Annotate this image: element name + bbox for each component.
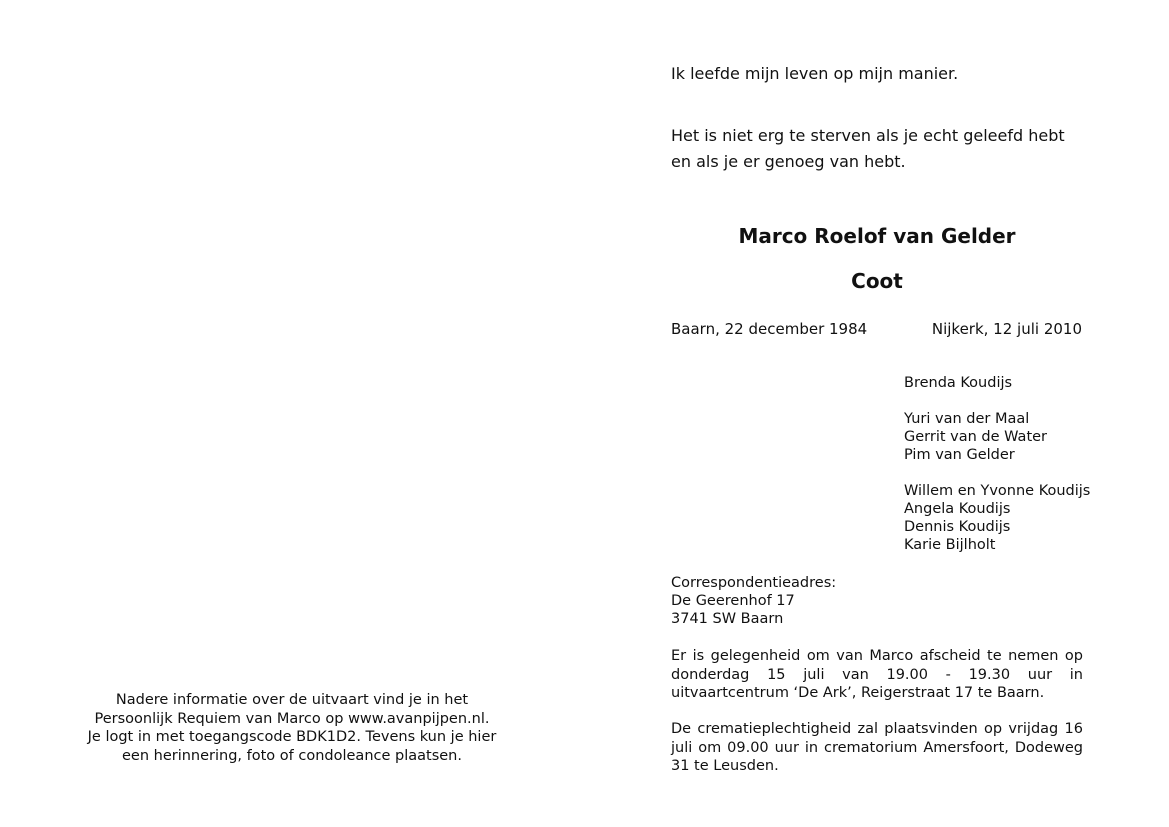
address-street: De Geerenhof 17 <box>671 593 795 609</box>
farewell-paragraph: Er is gelegenheid om van Marco afscheid te nemen op donderdag 15 juli van 19.00 - 19.30 uur in uitvaartcentrum ‘De Ark’, Reigerstraat 17 te Baarn. <box>671 648 1083 701</box>
family-list <box>904 374 1090 572</box>
family-member: Willem en Yvonne Koudijs <box>904 483 1091 499</box>
cremation-paragraph: De crematieplechtigheid zal plaatsvinden op vrijdag 16 juli om 09.00 uur in crematorium Amersfoort, Dodeweg 31 te Leusden. <box>671 721 1083 774</box>
birth-place-date: Baarn, 22 december 1984 <box>671 320 868 338</box>
family-group <box>904 482 1090 554</box>
family-member: Brenda Koudijs <box>904 375 1013 391</box>
info-line: Je logt in met toegangscode BDK1D2. Tevens kun je hier <box>87 729 497 745</box>
family-member: Gerrit van de Water <box>904 429 1048 445</box>
info-line: een herinnering, foto of condoleance plaatsen. <box>122 747 462 764</box>
family-group <box>904 374 1090 392</box>
deceased-nickname: Coot <box>851 269 903 293</box>
family-member: Yuri van der Maal <box>904 411 1030 427</box>
family-member: Angela Koudijs <box>904 501 1011 517</box>
quote-paragraph <box>671 123 1065 175</box>
family-group <box>904 410 1090 464</box>
requiem-info <box>60 691 524 765</box>
quote-line: en als je er genoeg van hebt. <box>671 152 906 171</box>
family-member: Pim van Gelder <box>904 447 1015 463</box>
quote-line: Ik leefde mijn leven op mijn manier. <box>671 64 959 83</box>
address-label: Correspondentieadres: <box>671 575 837 591</box>
deceased-full-name: Marco Roelof van Gelder <box>738 224 1016 248</box>
left-page <box>0 0 584 827</box>
death-place-date: Nijkerk, 12 juli 2010 <box>931 320 1082 338</box>
right-page <box>585 0 1169 827</box>
address-city: 3741 SW Baarn <box>671 611 784 627</box>
info-line: Nadere informatie over de uitvaart vind je in het <box>115 692 469 708</box>
info-line: Persoonlijk Requiem van Marco op www.avanpijpen.nl. <box>94 710 490 727</box>
correspondence-address <box>671 574 836 628</box>
family-member: Karie Bijlholt <box>904 537 996 553</box>
quote-line: Het is niet erg te sterven als je echt geleefd hebt <box>671 126 1065 145</box>
family-member: Dennis Koudijs <box>904 519 1011 535</box>
